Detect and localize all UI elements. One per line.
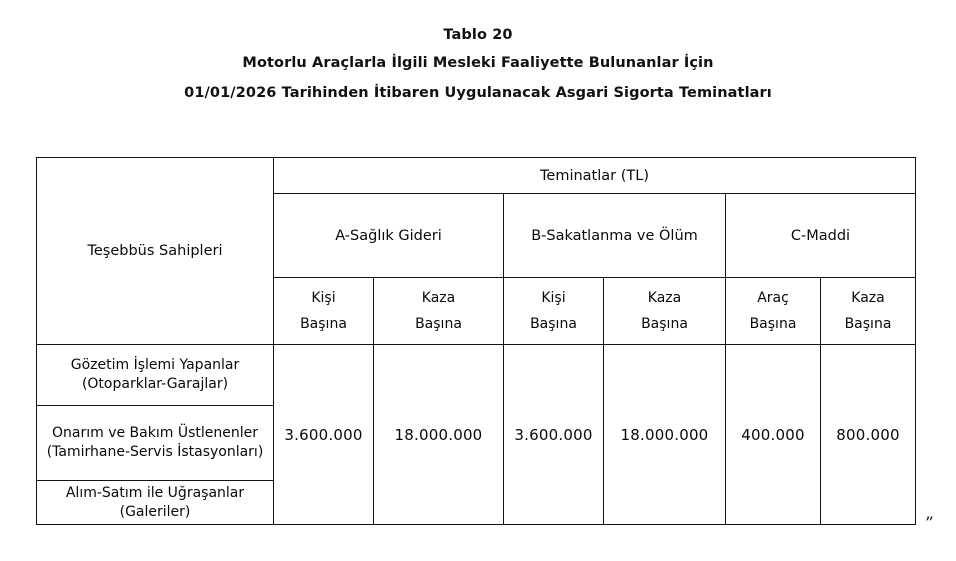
subheader-line-1: Kişi — [541, 290, 566, 306]
row-header-column-title: Teşebbüs Sahipleri — [37, 158, 274, 345]
value-c-kaza-basina: 800.000 — [821, 345, 916, 525]
subheader-line-2: Başına — [530, 316, 577, 332]
group-header-c-maddi: C-Maddi — [726, 194, 916, 278]
row-label-gozetim-islemi-yapanlar: Gözetim İşlemi Yapanlar (Otoparklar-Garajlar) — [37, 345, 274, 406]
subheader-line-1: Araç — [757, 290, 789, 306]
subheader-line-2: Başına — [844, 316, 892, 332]
subtitle-line-2: 01/01/2026 Tarihinden İtibaren Uygulanacak Asgari Sigorta Teminatları — [184, 85, 772, 101]
subheader-c-kaza-basina — [821, 278, 916, 345]
group-header-a-saglik-gideri: A-Sağlık Gideri — [274, 194, 504, 278]
subheader-line-1: Kaza — [851, 290, 885, 306]
row-label-onarim-ve-bakim-ustlenenler: Onarım ve Bakım Üstlenenler (Tamirhane-Servis İstasyonları) — [37, 406, 274, 481]
subheader-a-kisi-basina — [274, 278, 374, 345]
value-a-kisi-basina: 3.600.000 — [274, 345, 374, 525]
table-header-row-spanning — [37, 158, 916, 194]
subheader-line-2: Başına — [300, 316, 347, 332]
row-label-alim-satim-ile-ugrasanlar: Alım-Satım ile Uğraşanlar (Galeriler) — [37, 481, 274, 525]
value-b-kisi-basina: 3.600.000 — [504, 345, 604, 525]
document-heading — [0, 22, 956, 108]
subheader-line-1: Kişi — [311, 290, 336, 306]
trailing-quotation-mark: ” — [925, 514, 934, 534]
subtitle-line-1: Motorlu Araçlarla İlgili Mesleki Faaliyette Bulunanlar İçin — [242, 55, 714, 71]
subheader-c-arac-basina — [726, 278, 821, 345]
value-c-arac-basina: 400.000 — [726, 345, 821, 525]
spanning-header-teminatlar: Teminatlar (TL) — [274, 158, 916, 194]
table-row — [37, 345, 916, 406]
table-number-label: Tablo 20 — [443, 27, 513, 43]
insurance-minimums-table-container — [36, 157, 915, 525]
value-a-kaza-basina: 18.000.000 — [374, 345, 504, 525]
subheader-a-kaza-basina — [374, 278, 504, 345]
subheader-line-1: Kaza — [647, 290, 682, 306]
subheader-line-2: Başına — [749, 316, 797, 332]
subheader-b-kaza-basina — [604, 278, 726, 345]
subheader-line-1: Kaza — [421, 290, 456, 306]
group-header-b-sakatlanma-ve-olum: B-Sakatlanma ve Ölüm — [504, 194, 726, 278]
subheader-line-2: Başına — [641, 316, 688, 332]
subheader-b-kisi-basina — [504, 278, 604, 345]
value-b-kaza-basina: 18.000.000 — [604, 345, 726, 525]
subheader-line-2: Başına — [415, 316, 462, 332]
insurance-minimums-table — [36, 157, 916, 525]
